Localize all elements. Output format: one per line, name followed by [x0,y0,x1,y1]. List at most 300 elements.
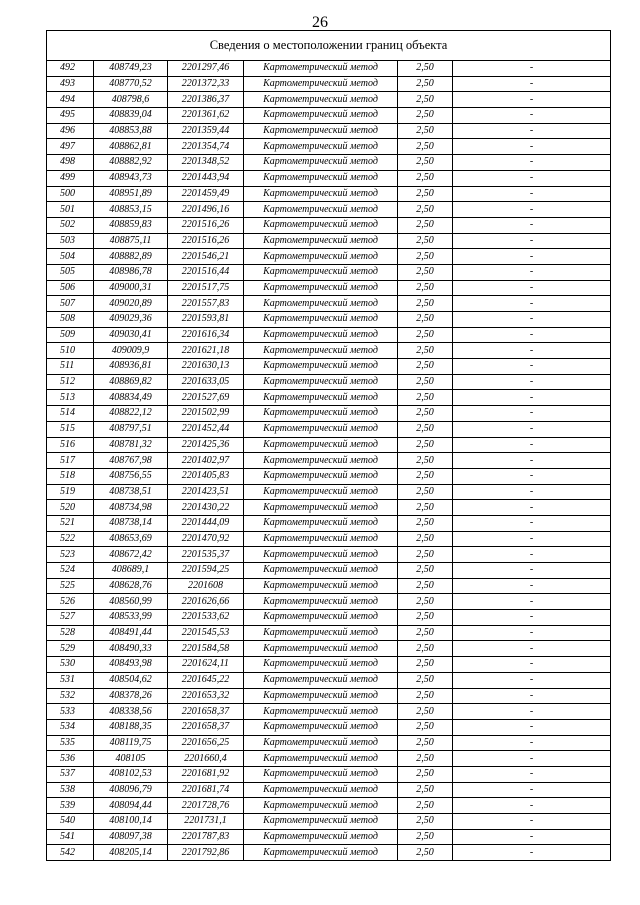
table-row [47,264,611,280]
method-cell: Картометрический метод [244,610,398,626]
method-cell: Картометрический метод [244,123,398,139]
point-number-cell: 509 [47,327,94,343]
description-cell: - [453,437,611,453]
point-number-cell: 501 [47,202,94,218]
x-coordinate-cell: 409029,36 [94,312,168,328]
description-cell: - [453,719,611,735]
x-coordinate-cell: 408882,92 [94,155,168,171]
point-number-cell: 516 [47,437,94,453]
point-number-cell: 526 [47,594,94,610]
method-cell: Картометрический метод [244,672,398,688]
method-cell: Картометрический метод [244,264,398,280]
y-coordinate-cell: 2201608 [168,578,244,594]
point-number-cell: 502 [47,217,94,233]
y-coordinate-cell: 2201660,4 [168,751,244,767]
description-cell: - [453,233,611,249]
description-cell: - [453,374,611,390]
x-coordinate-cell: 408853,88 [94,123,168,139]
accuracy-cell: 2,50 [398,468,453,484]
x-coordinate-cell: 408882,89 [94,249,168,265]
table-row [47,280,611,296]
y-coordinate-cell: 2201545,53 [168,625,244,641]
y-coordinate-cell: 2201656,25 [168,735,244,751]
accuracy-cell: 2,50 [398,547,453,563]
point-number-cell: 498 [47,155,94,171]
table-row [47,217,611,233]
description-cell: - [453,704,611,720]
method-cell: Картометрический метод [244,108,398,124]
y-coordinate-cell: 2201681,74 [168,782,244,798]
point-number-cell: 494 [47,92,94,108]
y-coordinate-cell: 2201626,66 [168,594,244,610]
point-number-cell: 505 [47,264,94,280]
point-number-cell: 540 [47,814,94,830]
method-cell: Картометрический метод [244,719,398,735]
method-cell: Картометрический метод [244,688,398,704]
description-cell: - [453,484,611,500]
y-coordinate-cell: 2201517,75 [168,280,244,296]
accuracy-cell: 2,50 [398,672,453,688]
x-coordinate-cell: 408491,44 [94,625,168,641]
description-cell: - [453,92,611,108]
y-coordinate-cell: 2201533,62 [168,610,244,626]
accuracy-cell: 2,50 [398,296,453,312]
table-row [47,76,611,92]
x-coordinate-cell: 408188,35 [94,719,168,735]
y-coordinate-cell: 2201470,92 [168,531,244,547]
x-coordinate-cell: 409020,89 [94,296,168,312]
accuracy-cell: 2,50 [398,421,453,437]
point-number-cell: 503 [47,233,94,249]
point-number-cell: 512 [47,374,94,390]
method-cell: Картометрический метод [244,76,398,92]
point-number-cell: 506 [47,280,94,296]
method-cell: Картометрический метод [244,657,398,673]
method-cell: Картометрический метод [244,453,398,469]
x-coordinate-cell: 408094,44 [94,798,168,814]
point-number-cell: 515 [47,421,94,437]
accuracy-cell: 2,50 [398,264,453,280]
table-row [47,704,611,720]
table-row [47,515,611,531]
method-cell: Картометрический метод [244,327,398,343]
description-cell: - [453,547,611,563]
y-coordinate-cell: 2201430,22 [168,500,244,516]
y-coordinate-cell: 2201297,46 [168,61,244,77]
point-number-cell: 541 [47,829,94,845]
description-cell: - [453,123,611,139]
method-cell: Картометрический метод [244,500,398,516]
table-row [47,421,611,437]
x-coordinate-cell: 408822,12 [94,406,168,422]
description-cell: - [453,578,611,594]
x-coordinate-cell: 409000,31 [94,280,168,296]
x-coordinate-cell: 408738,14 [94,515,168,531]
y-coordinate-cell: 2201584,58 [168,641,244,657]
method-cell: Картометрический метод [244,374,398,390]
table-row [47,468,611,484]
description-cell: - [453,249,611,265]
accuracy-cell: 2,50 [398,76,453,92]
x-coordinate-cell: 408767,98 [94,453,168,469]
y-coordinate-cell: 2201405,83 [168,468,244,484]
table-row [47,92,611,108]
method-cell: Картометрический метод [244,594,398,610]
y-coordinate-cell: 2201546,21 [168,249,244,265]
point-number-cell: 499 [47,170,94,186]
description-cell: - [453,845,611,861]
accuracy-cell: 2,50 [398,610,453,626]
method-cell: Картометрический метод [244,782,398,798]
x-coordinate-cell: 408798,6 [94,92,168,108]
description-cell: - [453,610,611,626]
accuracy-cell: 2,50 [398,374,453,390]
description-cell: - [453,531,611,547]
description-cell: - [453,625,611,641]
x-coordinate-cell: 408859,83 [94,217,168,233]
accuracy-cell: 2,50 [398,217,453,233]
method-cell: Картометрический метод [244,563,398,579]
y-coordinate-cell: 2201633,05 [168,374,244,390]
table-row [47,641,611,657]
table-row [47,406,611,422]
accuracy-cell: 2,50 [398,359,453,375]
description-cell: - [453,594,611,610]
table-row [47,249,611,265]
point-number-cell: 511 [47,359,94,375]
accuracy-cell: 2,50 [398,751,453,767]
x-coordinate-cell: 408689,1 [94,563,168,579]
y-coordinate-cell: 2201557,83 [168,296,244,312]
accuracy-cell: 2,50 [398,170,453,186]
x-coordinate-cell: 409009,9 [94,343,168,359]
accuracy-cell: 2,50 [398,390,453,406]
table-row [47,735,611,751]
method-cell: Картометрический метод [244,468,398,484]
x-coordinate-cell: 408749,23 [94,61,168,77]
y-coordinate-cell: 2201653,32 [168,688,244,704]
y-coordinate-cell: 2201792,86 [168,845,244,861]
description-cell: - [453,264,611,280]
point-number-cell: 500 [47,186,94,202]
point-number-cell: 537 [47,766,94,782]
accuracy-cell: 2,50 [398,312,453,328]
accuracy-cell: 2,50 [398,280,453,296]
point-number-cell: 539 [47,798,94,814]
x-coordinate-cell: 408493,98 [94,657,168,673]
method-cell: Картометрический метод [244,798,398,814]
accuracy-cell: 2,50 [398,735,453,751]
x-coordinate-cell: 408943,73 [94,170,168,186]
y-coordinate-cell: 2201787,83 [168,829,244,845]
table-row [47,453,611,469]
table-row [47,139,611,155]
accuracy-cell: 2,50 [398,625,453,641]
accuracy-cell: 2,50 [398,327,453,343]
table-row [47,845,611,861]
table-row [47,751,611,767]
description-cell: - [453,468,611,484]
description-cell: - [453,406,611,422]
description-cell: - [453,202,611,218]
y-coordinate-cell: 2201386,37 [168,92,244,108]
point-number-cell: 529 [47,641,94,657]
description-cell: - [453,751,611,767]
x-coordinate-cell: 408869,82 [94,374,168,390]
accuracy-cell: 2,50 [398,453,453,469]
y-coordinate-cell: 2201728,76 [168,798,244,814]
y-coordinate-cell: 2201459,49 [168,186,244,202]
x-coordinate-cell: 408504,62 [94,672,168,688]
y-coordinate-cell: 2201359,44 [168,123,244,139]
table-row [47,782,611,798]
x-coordinate-cell: 408834,49 [94,390,168,406]
method-cell: Картометрический метод [244,280,398,296]
description-cell: - [453,782,611,798]
table-row [47,563,611,579]
method-cell: Картометрический метод [244,202,398,218]
point-number-cell: 517 [47,453,94,469]
x-coordinate-cell: 408862,81 [94,139,168,155]
point-number-cell: 534 [47,719,94,735]
x-coordinate-cell: 408756,55 [94,468,168,484]
table-row [47,688,611,704]
table-row [47,327,611,343]
accuracy-cell: 2,50 [398,233,453,249]
accuracy-cell: 2,50 [398,437,453,453]
point-number-cell: 496 [47,123,94,139]
x-coordinate-cell: 408628,76 [94,578,168,594]
table-row [47,500,611,516]
x-coordinate-cell: 408781,32 [94,437,168,453]
table-row [47,61,611,77]
y-coordinate-cell: 2201372,33 [168,76,244,92]
point-number-cell: 521 [47,515,94,531]
point-number-cell: 508 [47,312,94,328]
method-cell: Картометрический метод [244,139,398,155]
description-cell: - [453,170,611,186]
table-row [47,170,611,186]
point-number-cell: 518 [47,468,94,484]
point-number-cell: 514 [47,406,94,422]
description-cell: - [453,500,611,516]
method-cell: Картометрический метод [244,437,398,453]
accuracy-cell: 2,50 [398,139,453,155]
point-number-cell: 504 [47,249,94,265]
description-cell: - [453,108,611,124]
boundary-coordinates-table [46,30,611,861]
method-cell: Картометрический метод [244,406,398,422]
y-coordinate-cell: 2201527,69 [168,390,244,406]
description-cell: - [453,672,611,688]
x-coordinate-cell: 408338,56 [94,704,168,720]
y-coordinate-cell: 2201535,37 [168,547,244,563]
accuracy-cell: 2,50 [398,343,453,359]
accuracy-cell: 2,50 [398,108,453,124]
table-row [47,547,611,563]
accuracy-cell: 2,50 [398,61,453,77]
table-row [47,798,611,814]
x-coordinate-cell: 408100,14 [94,814,168,830]
description-cell: - [453,155,611,171]
method-cell: Картометрический метод [244,766,398,782]
x-coordinate-cell: 408672,42 [94,547,168,563]
description-cell: - [453,641,611,657]
description-cell: - [453,312,611,328]
y-coordinate-cell: 2201621,18 [168,343,244,359]
x-coordinate-cell: 408105 [94,751,168,767]
table-row [47,359,611,375]
table-row [47,531,611,547]
point-number-cell: 530 [47,657,94,673]
y-coordinate-cell: 2201502,99 [168,406,244,422]
method-cell: Картометрический метод [244,484,398,500]
table-row [47,766,611,782]
x-coordinate-cell: 408986,78 [94,264,168,280]
y-coordinate-cell: 2201361,62 [168,108,244,124]
y-coordinate-cell: 2201443,94 [168,170,244,186]
page-number: 26 [312,14,328,31]
description-cell: - [453,217,611,233]
description-cell: - [453,186,611,202]
point-number-cell: 527 [47,610,94,626]
accuracy-cell: 2,50 [398,719,453,735]
point-number-cell: 492 [47,61,94,77]
table-row [47,672,611,688]
x-coordinate-cell: 409030,41 [94,327,168,343]
accuracy-cell: 2,50 [398,123,453,139]
table-body [47,61,611,861]
table-row [47,625,611,641]
x-coordinate-cell: 408936,81 [94,359,168,375]
x-coordinate-cell: 408797,51 [94,421,168,437]
description-cell: - [453,829,611,845]
table-row [47,233,611,249]
table-row [47,719,611,735]
method-cell: Картометрический метод [244,233,398,249]
y-coordinate-cell: 2201616,34 [168,327,244,343]
method-cell: Картометрический метод [244,186,398,202]
table-row [47,108,611,124]
description-cell: - [453,359,611,375]
table-row [47,610,611,626]
method-cell: Картометрический метод [244,296,398,312]
y-coordinate-cell: 2201658,37 [168,719,244,735]
accuracy-cell: 2,50 [398,500,453,516]
accuracy-cell: 2,50 [398,829,453,845]
point-number-cell: 532 [47,688,94,704]
point-number-cell: 535 [47,735,94,751]
table-title: Сведения о местоположении границ объекта [47,31,611,61]
y-coordinate-cell: 2201425,36 [168,437,244,453]
accuracy-cell: 2,50 [398,688,453,704]
x-coordinate-cell: 408119,75 [94,735,168,751]
accuracy-cell: 2,50 [398,657,453,673]
table-row [47,437,611,453]
accuracy-cell: 2,50 [398,531,453,547]
table-row [47,829,611,845]
table-row [47,186,611,202]
y-coordinate-cell: 2201681,92 [168,766,244,782]
x-coordinate-cell: 408533,99 [94,610,168,626]
y-coordinate-cell: 2201658,37 [168,704,244,720]
point-number-cell: 531 [47,672,94,688]
accuracy-cell: 2,50 [398,704,453,720]
x-coordinate-cell: 408875,11 [94,233,168,249]
x-coordinate-cell: 408560,99 [94,594,168,610]
description-cell: - [453,343,611,359]
y-coordinate-cell: 2201444,09 [168,515,244,531]
table-row [47,202,611,218]
description-cell: - [453,515,611,531]
x-coordinate-cell: 408738,51 [94,484,168,500]
y-coordinate-cell: 2201402,97 [168,453,244,469]
x-coordinate-cell: 408770,52 [94,76,168,92]
point-number-cell: 528 [47,625,94,641]
description-cell: - [453,296,611,312]
point-number-cell: 538 [47,782,94,798]
method-cell: Картометрический метод [244,390,398,406]
point-number-cell: 520 [47,500,94,516]
accuracy-cell: 2,50 [398,563,453,579]
description-cell: - [453,657,611,673]
x-coordinate-cell: 408378,26 [94,688,168,704]
accuracy-cell: 2,50 [398,186,453,202]
method-cell: Картометрический метод [244,515,398,531]
accuracy-cell: 2,50 [398,155,453,171]
table-row [47,343,611,359]
accuracy-cell: 2,50 [398,766,453,782]
y-coordinate-cell: 2201630,13 [168,359,244,375]
description-cell: - [453,688,611,704]
table-row [47,296,611,312]
accuracy-cell: 2,50 [398,578,453,594]
table-row [47,155,611,171]
y-coordinate-cell: 2201354,74 [168,139,244,155]
x-coordinate-cell: 408951,89 [94,186,168,202]
x-coordinate-cell: 408096,79 [94,782,168,798]
y-coordinate-cell: 2201594,25 [168,563,244,579]
x-coordinate-cell: 408853,15 [94,202,168,218]
table-title-row [47,31,611,61]
description-cell: - [453,798,611,814]
description-cell: - [453,421,611,437]
point-number-cell: 536 [47,751,94,767]
point-number-cell: 497 [47,139,94,155]
method-cell: Картометрический метод [244,170,398,186]
description-cell: - [453,453,611,469]
x-coordinate-cell: 408205,14 [94,845,168,861]
method-cell: Картометрический метод [244,814,398,830]
method-cell: Картометрический метод [244,359,398,375]
table-row [47,484,611,500]
method-cell: Картометрический метод [244,578,398,594]
point-number-cell: 495 [47,108,94,124]
accuracy-cell: 2,50 [398,249,453,265]
accuracy-cell: 2,50 [398,202,453,218]
y-coordinate-cell: 2201624,11 [168,657,244,673]
method-cell: Картометрический метод [244,249,398,265]
table-row [47,578,611,594]
point-number-cell: 525 [47,578,94,594]
description-cell: - [453,563,611,579]
point-number-cell: 493 [47,76,94,92]
y-coordinate-cell: 2201731,1 [168,814,244,830]
accuracy-cell: 2,50 [398,92,453,108]
table-row [47,390,611,406]
point-number-cell: 507 [47,296,94,312]
accuracy-cell: 2,50 [398,515,453,531]
